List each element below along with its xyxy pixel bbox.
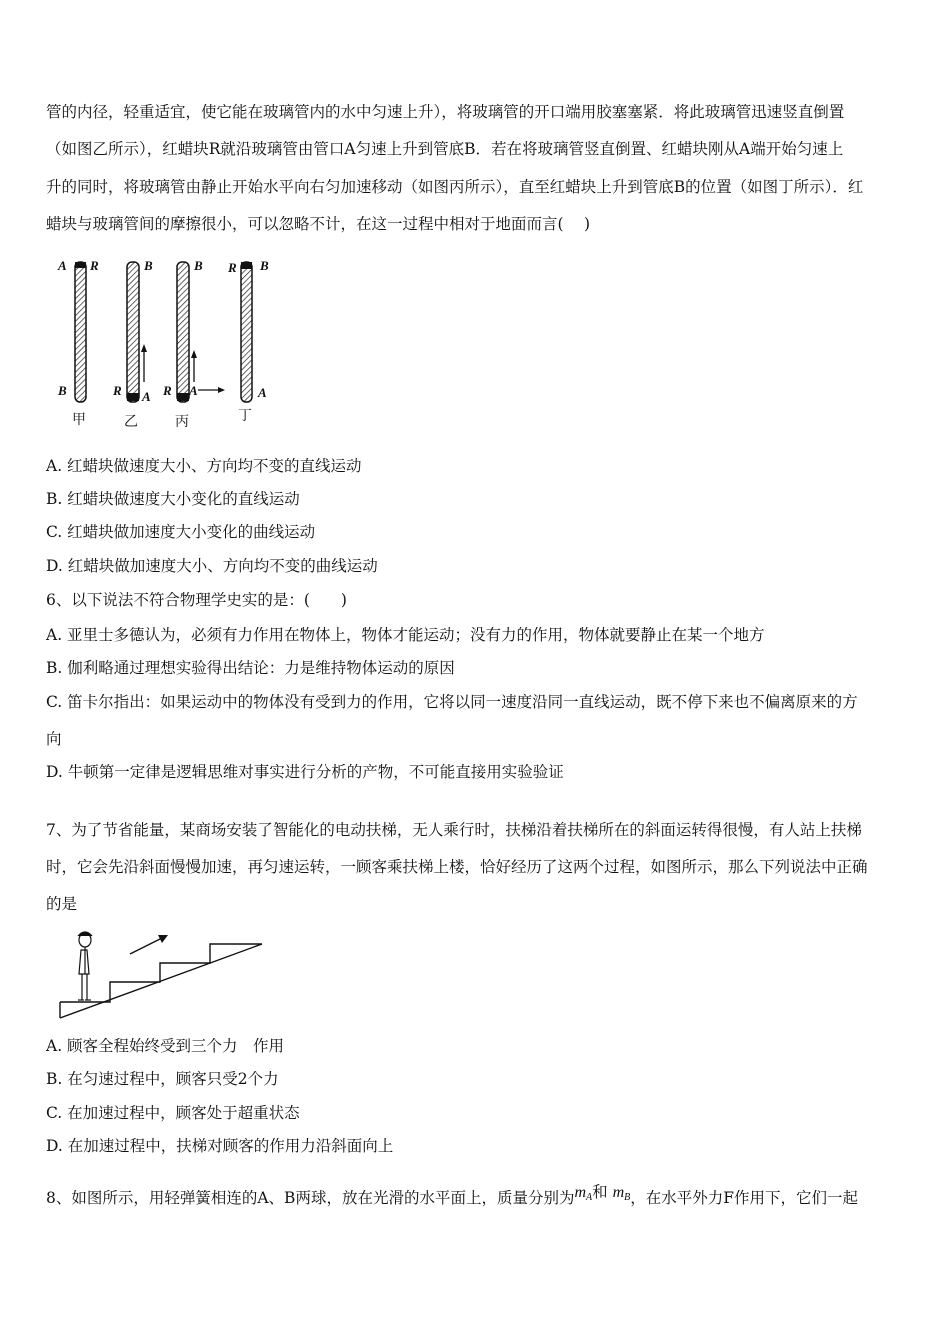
q5-text-line-2: （如图乙所示），红蜡块R就沿玻璃管由管口A匀速上升到管底B．若在将玻璃管竖直倒置、红蜡块刚从A端开始匀速上 [46,140,844,158]
fig-letter-b4: B [260,258,269,273]
q8-stem [46,1182,858,1208]
q7-option-d: D. 在加速过程中，扶梯对顾客的作用力沿斜面向上 [46,1137,394,1155]
escalator-figure [58,930,268,1022]
fig-letter-r1: R [90,258,99,273]
fig-letter-a4: A [258,385,267,400]
fig-label-yi: 乙 [124,414,138,430]
q5-text-line-3: 升的同时，将玻璃管由静止开始水平向右匀加速移动（如图丙所示），直至红蜡块上升到管底B的位置（如图丁所示）．红 [46,178,864,196]
q5-option-d: D. 红蜡块做加速度大小、方向均不变的曲线运动 [46,557,378,575]
fig-letter-r2: R [113,383,122,398]
tube-figure [48,252,288,432]
q6-option-a: A. 亚里士多德认为，必须有力作用在物体上，物体才能运动；没有力的作用，物体就要静止在某一个地方 [46,626,765,644]
q6-option-c: C. 笛卡尔指出：如果运动中的物体没有受到力的作用，它将以同一速度沿同一直线运动，既不停下来也不偏离原来的方 [46,693,858,711]
fig-label-jia: 甲 [72,412,86,428]
q7-stem-line-3: 的是 [46,895,78,913]
q7-option-b: B. 在匀速过程中，顾客只受2个力 [46,1070,279,1088]
q7-stem-line-2: 时，它会先沿斜面慢慢加速，再匀速运转，一顾客乘扶梯上楼，恰好经历了这两个过程，如图所示，那么下列说法中正确 [46,858,868,876]
fig-letter-a1: A [58,258,67,273]
customer-figure [78,932,92,1000]
q8-stem-before: 8、如图所示，用轻弹簧相连的A、B两球，放在光滑的水平面上，质量分别为 [46,1189,575,1207]
q5-option-c: C. 红蜡块做加速度大小变化的曲线运动 [46,523,316,541]
fig-letter-a3: A [189,383,198,398]
fig-label-ding: 丁 [238,408,252,424]
q8-mass-b: $m_B$ [612,1184,631,1203]
q6-option-c-cont: 向 [46,730,62,748]
q6-option-d: D. 牛顿第一定律是逻辑思维对事实进行分析的产物，不可能直接用实验验证 [46,763,564,781]
fig-letter-b3: B [194,258,203,273]
q7-option-a: A. 顾客全程始终受到三个力 作用 [46,1037,285,1055]
q6-stem: 6、以下说法不符合物理学史实的是：( ) [46,591,347,609]
q5-option-a: A. 红蜡块做速度大小、方向均不变的直线运动 [46,457,362,475]
fig-letter-r4: R [228,260,237,275]
fig-letter-b2: B [144,258,153,273]
tube-yi [127,262,147,402]
q8-mass-a: $m_A$ [574,1184,593,1203]
q5-text-line-4: 蜡块与玻璃管间的摩擦很小，可以忽略不计，在这一过程中相对于地面而言( ) [46,215,591,233]
q7-stem-line-1: 7、为了节省能量，某商场安装了智能化的电动扶梯，无人乘行时，扶梯沿着扶梯所在的斜面运转得很慢，有人站上扶梯 [46,821,862,839]
q5-option-b: B. 红蜡块做速度大小变化的直线运动 [46,490,300,508]
q7-option-c: C. 在加速过程中，顾客处于超重状态 [46,1104,300,1122]
q6-option-b: B. 伽利略通过理想实验得出结论：力是维持物体运动的原因 [46,659,455,677]
q5-text-line-1: 管的内径，轻重适宜，使它能在玻璃管内的水中匀速上升），将玻璃管的开口端用胶塞塞紧．将此玻璃管迅速竖直倒置 [46,103,845,121]
fig-label-bing: 丙 [175,414,189,430]
fig-letter-r3: R [163,383,172,398]
fig-letter-b1: B [58,383,67,398]
q8-stem-after: ，在水平外力F作用下，它们一起 [630,1189,859,1207]
tube-ding [241,262,252,402]
tube-bing [177,262,225,402]
fig-letter-a2: A [142,389,151,404]
q8-and: 和 [592,1183,608,1201]
tube-jia [75,262,86,402]
